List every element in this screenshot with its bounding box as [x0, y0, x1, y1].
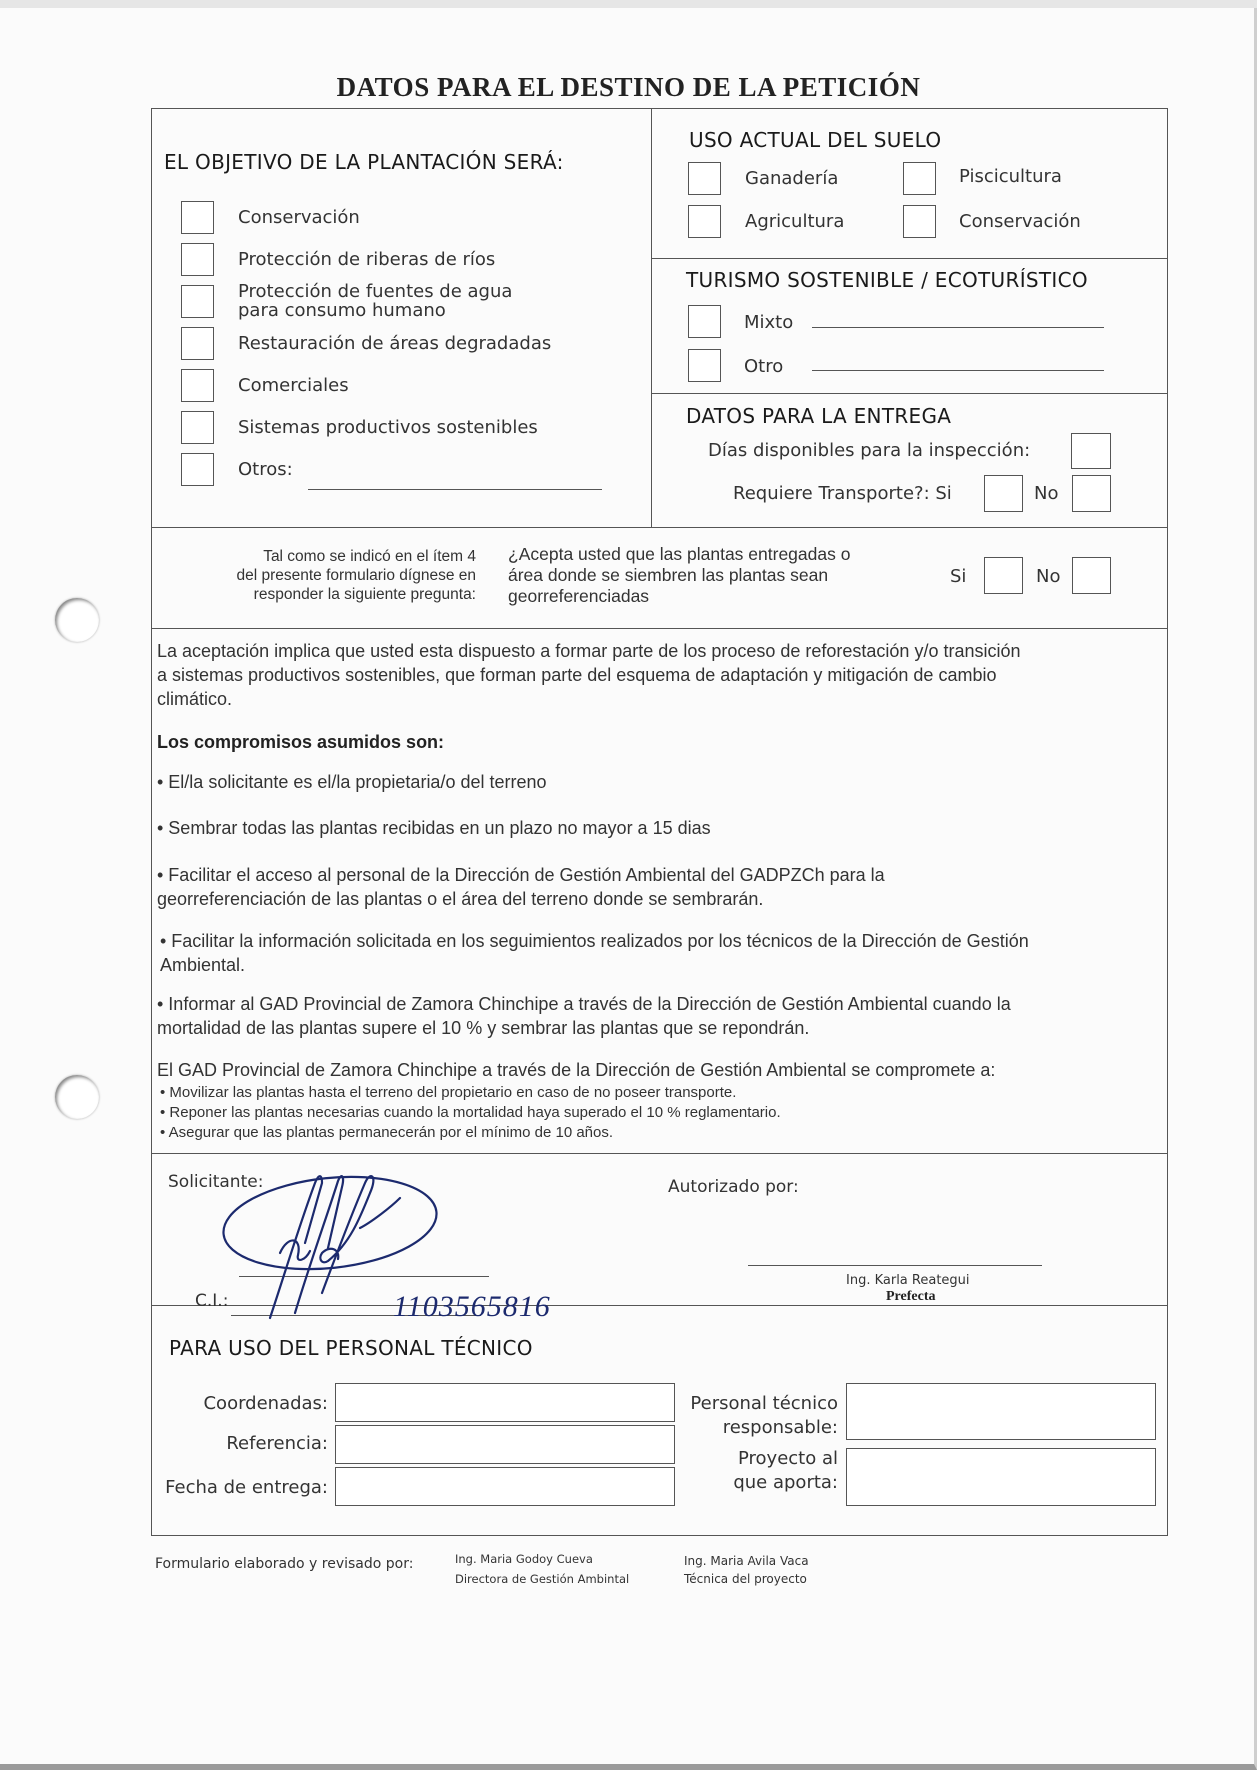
gad-heading: El GAD Provincial de Zamora Chinchipe a través de la Dirección de Gestión Ambiental se compromete a:	[157, 1060, 996, 1080]
autorizado-signature-line[interactable]	[748, 1265, 1042, 1266]
footer-p1-role: Directora de Gestión Ambintal	[455, 1572, 630, 1586]
proyecto-label	[676, 1447, 838, 1495]
autorizado-name: Ing. Karla Reategui	[846, 1273, 970, 1288]
personal-label	[676, 1392, 838, 1440]
checkbox-riberas[interactable]	[181, 243, 214, 276]
option-otros: Otros:	[238, 459, 293, 480]
ci-label: C.I.:	[195, 1291, 229, 1311]
transporte-no-label: No	[1034, 483, 1059, 504]
coordenadas-label: Coordenadas:	[203, 1393, 328, 1414]
referencia-label: Referencia:	[226, 1433, 328, 1454]
proyecto-input[interactable]	[846, 1448, 1156, 1506]
option-conservacion: Conservación	[238, 207, 360, 228]
solicitante-signature	[210, 1163, 460, 1323]
gad-item: • Movilizar las plantas hasta el terreno del propietario en caso de no poseer transporte.	[160, 1084, 737, 1101]
personal-label-line: Personal técnico	[690, 1393, 838, 1414]
uso-agricultura: Agricultura	[745, 211, 845, 232]
option-fuentes-agua: Protección de fuentes de agua	[238, 281, 513, 302]
georef-si-label: Si	[950, 566, 967, 587]
option-restauracion: Restauración de áreas degradadas	[238, 333, 552, 354]
personal-label-line: responsable:	[722, 1417, 838, 1438]
georef-question-line: georreferenciadas	[508, 586, 650, 606]
checkbox-mixto[interactable]	[688, 305, 721, 338]
georef-question-line: área donde se siembren las plantas sean	[508, 565, 829, 585]
georef-intro-line: Tal como se indicó en el ítem 4	[263, 548, 476, 565]
compromiso-line: mortalidad de las plantas supere el 10 % y sembrar las plantas que se repondrán.	[157, 1018, 810, 1038]
uso-piscicultura: Piscicultura	[959, 166, 1062, 187]
footer-p2-name: Ing. Maria Avila Vaca	[684, 1554, 809, 1568]
option-sistemas: Sistemas productivos sostenibles	[238, 417, 538, 438]
checkbox-ganaderia[interactable]	[688, 162, 721, 195]
compromiso-line: • Facilitar la información solicitada en los seguimientos realizados por los técnicos de la Dirección de Gestión	[160, 931, 1029, 951]
referencia-input[interactable]	[335, 1425, 675, 1464]
tecnico-heading: PARA USO DEL PERSONAL TÉCNICO	[169, 1336, 533, 1360]
fecha-label: Fecha de entrega:	[165, 1477, 328, 1498]
dias-label: Días disponibles para la inspección:	[708, 440, 1031, 461]
otros-line[interactable]	[308, 489, 602, 490]
compromiso-line: • Informar al GAD Provincial de Zamora Chinchipe a través de la Dirección de Gestión Ambiental cuando la	[157, 994, 1011, 1014]
divider-turismo-entrega	[651, 393, 1168, 394]
paragraph-line: a sistemas productivos sostenibles, que forman parte del esquema de adaptación y mitigación de cambio	[157, 665, 997, 685]
footer-p2-role: Técnica del proyecto	[684, 1572, 807, 1586]
checkbox-turismo-otro[interactable]	[688, 349, 721, 382]
personal-input[interactable]	[846, 1383, 1156, 1440]
gad-list	[160, 1083, 781, 1143]
divider-georef-bottom	[151, 628, 1168, 629]
footer-p1-name: Ing. Maria Godoy Cueva	[455, 1552, 593, 1566]
option-comerciales: Comerciales	[238, 375, 349, 396]
checkbox-transporte-no[interactable]	[1072, 475, 1111, 512]
checkbox-transporte-si[interactable]	[984, 475, 1023, 512]
gad-item: • Asegurar que las plantas permanecerán por el mínimo de 10 años.	[160, 1124, 614, 1141]
checkbox-uso-conservacion[interactable]	[903, 205, 936, 238]
footer-label: Formulario elaborado y revisado por:	[155, 1556, 414, 1572]
georef-intro-line: del presente formulario dígnese en	[236, 567, 476, 584]
punch-hole-top	[55, 598, 99, 642]
dias-field[interactable]	[1071, 433, 1111, 469]
georef-question	[508, 544, 850, 607]
solicitante-label: Solicitante:	[168, 1172, 264, 1192]
compromiso-line: georreferenciación de las plantas o el área del terreno donde se sembrarán.	[157, 889, 764, 909]
compromisos-heading: Los compromisos asumidos son:	[157, 732, 445, 752]
compromiso-line: • Facilitar el acceso al personal de la Dirección de Gestión Ambiental del GADPZCh para la	[157, 865, 885, 885]
coordenadas-input[interactable]	[335, 1383, 675, 1422]
turismo-heading: TURISMO SOSTENIBLE / ECOTURÍSTICO	[686, 268, 1088, 292]
page-title: DATOS PARA EL DESTINO DE LA PETICIÓN	[336, 72, 921, 102]
option-riberas: Protección de riberas de ríos	[238, 249, 496, 270]
fecha-input[interactable]	[335, 1467, 675, 1506]
divider-georef-top	[151, 527, 1168, 528]
aceptacion-paragraph	[157, 639, 1021, 711]
compromiso-3	[157, 863, 885, 911]
transporte-label: Requiere Transporte?: Si	[733, 483, 952, 504]
uso-heading: USO ACTUAL DEL SUELO	[689, 128, 942, 152]
paragraph-line: climático.	[157, 689, 233, 709]
gad-item: • Reponer las plantas necesarias cuando la mortalidad haya superado el 10 % reglamentario.	[160, 1104, 781, 1121]
checkbox-comerciales[interactable]	[181, 369, 214, 402]
checkbox-agricultura[interactable]	[688, 205, 721, 238]
punch-hole-bottom	[55, 1075, 99, 1119]
compromiso-line: Ambiental.	[160, 955, 246, 975]
compromiso-2: • Sembrar todas las plantas recibidas en un plazo no mayor a 15 dias	[157, 818, 711, 838]
compromiso-1: • El/la solicitante es el/la propietaria/o del terreno	[157, 772, 547, 792]
uso-ganaderia: Ganadería	[745, 168, 839, 189]
divider-firmas-top	[151, 1153, 1168, 1154]
checkbox-conservacion[interactable]	[181, 201, 214, 234]
compromiso-4	[160, 929, 1029, 977]
georef-no-label: No	[1036, 566, 1061, 587]
proyecto-label-line: que aporta:	[733, 1472, 838, 1493]
checkbox-georef-no[interactable]	[1072, 557, 1111, 594]
georef-question-line: ¿Acepta usted que las plantas entregadas o	[508, 544, 851, 564]
checkbox-otros[interactable]	[181, 453, 214, 486]
otro-line[interactable]	[812, 370, 1104, 371]
uso-conservacion: Conservación	[959, 211, 1081, 232]
georef-intro-line: responder la siguiente pregunta:	[253, 586, 476, 603]
proyecto-label-line: Proyecto al	[737, 1448, 838, 1469]
divider-top-vertical	[651, 108, 652, 527]
scan-edge	[0, 0, 1257, 8]
turismo-mixto: Mixto	[744, 312, 794, 333]
ci-value: 1103565816	[393, 1290, 551, 1323]
checkbox-georef-si[interactable]	[984, 557, 1023, 594]
autorizado-label: Autorizado por:	[668, 1177, 799, 1197]
objetivo-heading: EL OBJETIVO DE LA PLANTACIÓN SERÁ:	[164, 150, 564, 174]
georef-intro	[168, 547, 476, 604]
option-fuentes-agua-2: para consumo humano	[238, 300, 446, 321]
paragraph-line: La aceptación implica que usted esta dispuesto a formar parte de los proceso de reforestación y/o transición	[157, 641, 1021, 661]
turismo-otro: Otro	[744, 356, 784, 377]
autorizado-role: Prefecta	[886, 1289, 936, 1304]
mixto-line[interactable]	[812, 327, 1104, 328]
checkbox-piscicultura[interactable]	[903, 162, 936, 195]
entrega-heading: DATOS PARA LA ENTREGA	[686, 404, 952, 428]
divider-uso-turismo	[651, 258, 1168, 259]
checkbox-fuentes-agua[interactable]	[181, 285, 214, 318]
checkbox-restauracion[interactable]	[181, 327, 214, 360]
compromiso-5	[157, 992, 1011, 1040]
checkbox-sistemas[interactable]	[181, 411, 214, 444]
